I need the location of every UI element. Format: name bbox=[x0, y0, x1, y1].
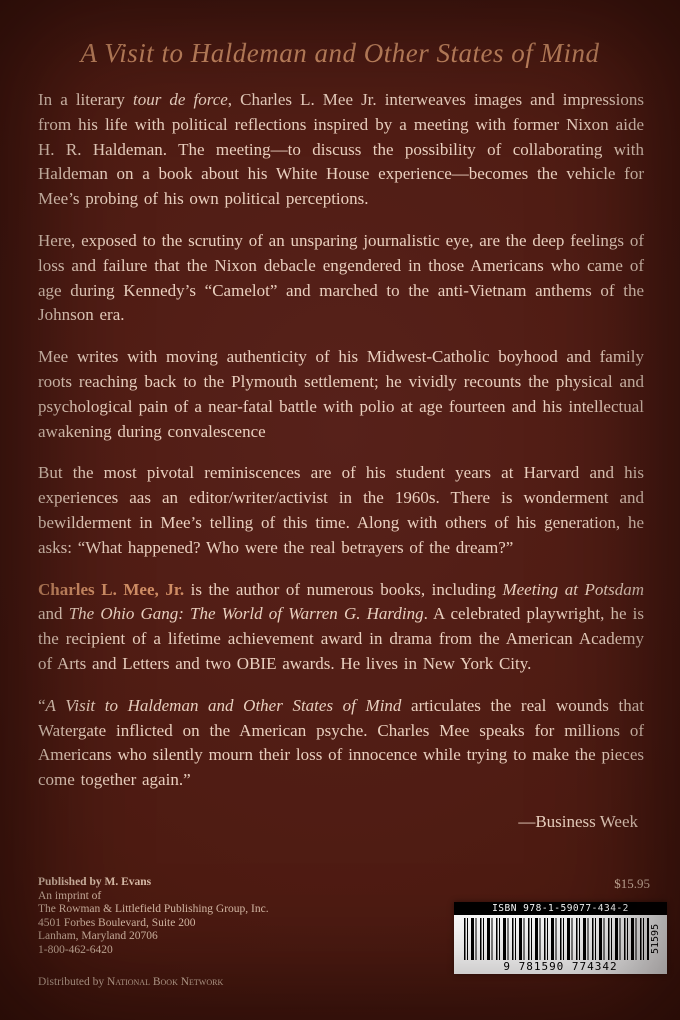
author-bio: Charles L. Mee, Jr. is the author of numerous books, including Meeting at Potsdam and The Ohio Gang: The World of Warren G. Harding. A celebrated playwright, he is the recipient of a lifetime achievement award in drama from the American Academy of Arts and Letters and two OBIE awards. He lives in New York City. bbox=[38, 579, 645, 673]
publisher-info bbox=[38, 876, 269, 958]
review-attribution: —Business Week bbox=[518, 811, 638, 831]
isbn-label: ISBN 978-1-59077-434-2 bbox=[454, 902, 667, 915]
price-addon-code: 51595 bbox=[650, 923, 661, 955]
back-cover-copy bbox=[38, 88, 644, 834]
barcode-bars-row bbox=[454, 915, 667, 960]
synopsis-paragraph-1: In a literary tour de force, Charles L. Mee Jr. interweaves images and impressions from his life with political reflections inspired by a meeting with former Nixon aide H. R. Haldeman. The meeting—to discuss the possibility of collaborating with Haldeman on a book about his White House experience—becomes the vehicle for Mee’s probing of his own political perceptions. bbox=[38, 90, 644, 209]
imprint-line: An imprint of bbox=[38, 889, 102, 902]
phone-number: 1-800-462-6420 bbox=[38, 943, 113, 956]
isbn-barcode bbox=[454, 902, 667, 974]
publisher-name: Published by M. Evans bbox=[38, 876, 152, 888]
isbn-digits: 9 781590 774342 bbox=[454, 960, 667, 974]
synopsis-paragraph-3: Mee writes with moving authenticity of his Midwest-Catholic boyhood and family roots reaching back to the Plymouth settlement; he vividly recounts the physical and psychological pain of a near-fatal battle with polio at age fourteen and his intellectual awakening during convalescence bbox=[38, 347, 644, 441]
synopsis-paragraph-4: But the most pivotal reminiscences are of his student years at Harvard and his experiences aas an editor/writer/activist in the 1960s. There is wonderment and bewilderment in Mee’s telling of this time. Along with others of his generation, he asks: “What happened? Who were the real betrayers of the dream?” bbox=[38, 463, 644, 557]
book-title: A Visit to Haldeman and Other States of Mind bbox=[80, 38, 600, 68]
price: $15.95 bbox=[614, 876, 650, 891]
address-line-1: 4501 Forbes Boulevard, Suite 200 bbox=[38, 916, 196, 929]
distributor-line: Distributed by National Book Network bbox=[38, 976, 224, 988]
review-quote: “A Visit to Haldeman and Other States of Mind articulates the real wounds that Watergate inflicted on the American psyche. Charles Mee speaks for millions of Americans who silently mourn their loss of innocence while trying to make the pieces come together again.” bbox=[38, 695, 645, 790]
synopsis-paragraph-2: Here, exposed to the scrutiny of an unsparing journalistic eye, are the deep feelings of loss and failure that the Nixon debacle engendered in those Americans who came of age during Kennedy’s “Camelot” and marched to the anti-Vietnam anthems of the Johnson era. bbox=[38, 230, 644, 325]
barcode-bars bbox=[464, 918, 649, 960]
address-line-2: Lanham, Maryland 20706 bbox=[38, 930, 158, 943]
publishing-group-line: The Rowman & Littlefield Publishing Group, Inc. bbox=[38, 903, 269, 916]
